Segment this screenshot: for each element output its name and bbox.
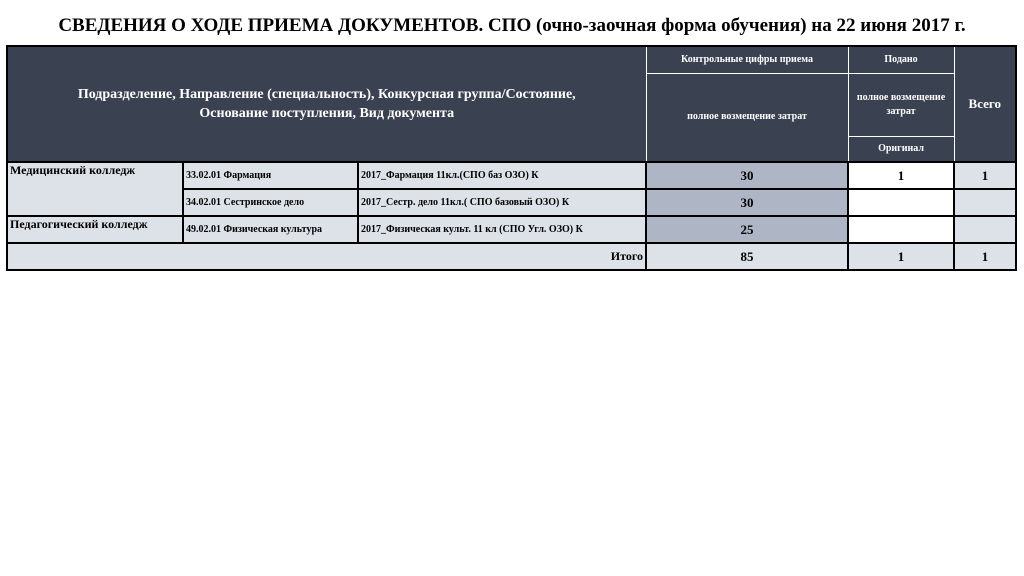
total-total-cell: 1 [954, 243, 1016, 270]
control-cell: 30 [646, 189, 848, 216]
total-cell [954, 216, 1016, 243]
department-cell: Медицинский колледж [7, 162, 183, 216]
header-total: Всего [954, 46, 1016, 162]
specialty-cell: 33.02.01 Фармация [183, 162, 358, 189]
specialty-cell: 49.02.01 Физическая культура [183, 216, 358, 243]
total-original-cell: 1 [848, 243, 954, 270]
group-cell: 2017_Фармация 11кл.(СПО баз ОЗО) К [358, 162, 646, 189]
header-submitted-sub: полное возмещение затрат [848, 73, 954, 136]
header-control-figures: Контрольные цифры приема [646, 46, 848, 73]
total-cell [954, 189, 1016, 216]
admission-table [6, 45, 1017, 271]
department-cell: Педагогический колледж [7, 216, 183, 243]
total-control-cell: 85 [646, 243, 848, 270]
header-main-line1: Подразделение, Направление (специальность), Конкурсная группа/Состояние, [77, 87, 576, 102]
total-cell: 1 [954, 162, 1016, 189]
group-cell: 2017_Физическая культ. 11 кл (СПО Угл. ОЗО) К [358, 216, 646, 243]
original-cell: 1 [848, 162, 954, 189]
original-cell [848, 189, 954, 216]
header-control-sub: полное возмещение затрат [646, 73, 848, 162]
control-cell: 30 [646, 162, 848, 189]
specialty-cell: 34.02.01 Сестринское дело [183, 189, 358, 216]
original-cell [848, 216, 954, 243]
control-cell: 25 [646, 216, 848, 243]
header-submitted: Подано [848, 46, 954, 73]
total-label: Итого [7, 243, 646, 270]
header-main-line2: Основание поступления, Вид документа [199, 106, 455, 121]
report-title: СВЕДЕНИЯ О ХОДЕ ПРИЕМА ДОКУМЕНТОВ. СПО (очно-заочная форма обучения) на 22 июня 2017 г. [58, 15, 966, 36]
table-row [7, 216, 1016, 243]
header-main [7, 46, 646, 162]
table-row [7, 162, 1016, 189]
group-cell: 2017_Сестр. дело 11кл.( СПО базовый ОЗО) К [358, 189, 646, 216]
total-row [7, 243, 1016, 270]
header-original: Оригинал [848, 136, 954, 162]
